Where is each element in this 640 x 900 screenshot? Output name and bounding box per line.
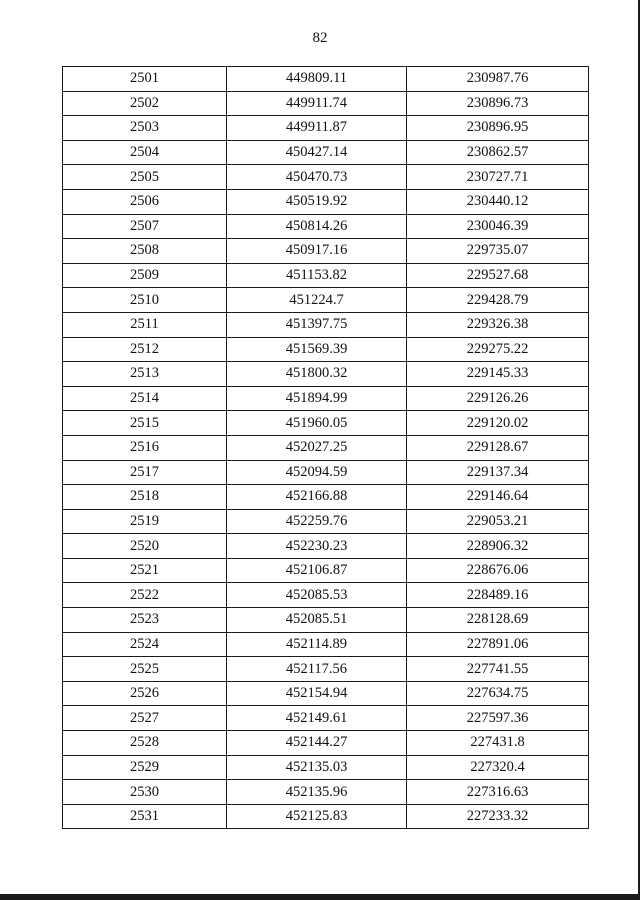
point-number-cell: 2511 [63,312,227,337]
x-coordinate-cell: 452085.51 [227,608,407,633]
table-row [63,804,589,829]
point-number-cell: 2505 [63,165,227,190]
point-number-cell: 2506 [63,189,227,214]
x-coordinate-cell: 451397.75 [227,312,407,337]
table-row [63,263,589,288]
y-coordinate-cell: 229120.02 [407,411,589,436]
table-row [63,608,589,633]
point-number-cell: 2528 [63,731,227,756]
x-coordinate-cell: 452154.94 [227,681,407,706]
y-coordinate-cell: 227597.36 [407,706,589,731]
y-coordinate-cell: 227741.55 [407,657,589,682]
y-coordinate-cell: 229053.21 [407,509,589,534]
y-coordinate-cell: 230896.95 [407,116,589,141]
point-number-cell: 2504 [63,140,227,165]
point-number-cell: 2522 [63,583,227,608]
point-number-cell: 2530 [63,780,227,805]
y-coordinate-cell: 228128.69 [407,608,589,633]
y-coordinate-cell: 229326.38 [407,312,589,337]
table-row [63,657,589,682]
x-coordinate-cell: 450519.92 [227,189,407,214]
table-row [63,558,589,583]
y-coordinate-cell: 230987.76 [407,67,589,92]
table-row [63,509,589,534]
x-coordinate-cell: 452230.23 [227,534,407,559]
x-coordinate-cell: 451153.82 [227,263,407,288]
x-coordinate-cell: 450917.16 [227,239,407,264]
point-number-cell: 2509 [63,263,227,288]
point-number-cell: 2510 [63,288,227,313]
table-row [63,337,589,362]
table-row [63,706,589,731]
point-number-cell: 2512 [63,337,227,362]
x-coordinate-cell: 450427.14 [227,140,407,165]
point-number-cell: 2520 [63,534,227,559]
point-number-cell: 2508 [63,239,227,264]
x-coordinate-cell: 451960.05 [227,411,407,436]
y-coordinate-cell: 228906.32 [407,534,589,559]
y-coordinate-cell: 230862.57 [407,140,589,165]
point-number-cell: 2531 [63,804,227,829]
point-number-cell: 2503 [63,116,227,141]
x-coordinate-cell: 451800.32 [227,362,407,387]
scan-bottom-edge [0,894,640,900]
table-row [63,312,589,337]
point-number-cell: 2516 [63,435,227,460]
x-coordinate-cell: 452027.25 [227,435,407,460]
y-coordinate-cell: 229137.34 [407,460,589,485]
x-coordinate-cell: 452114.89 [227,632,407,657]
x-coordinate-cell: 452135.96 [227,780,407,805]
y-coordinate-cell: 229275.22 [407,337,589,362]
x-coordinate-cell: 452106.87 [227,558,407,583]
y-coordinate-cell: 230440.12 [407,189,589,214]
table-row [63,632,589,657]
y-coordinate-cell: 227233.32 [407,804,589,829]
table-row [63,411,589,436]
x-coordinate-cell: 450814.26 [227,214,407,239]
table-row [63,288,589,313]
point-number-cell: 2502 [63,91,227,116]
x-coordinate-cell: 452117.56 [227,657,407,682]
point-number-cell: 2526 [63,681,227,706]
table-row [63,67,589,92]
y-coordinate-cell: 228676.06 [407,558,589,583]
table-row [63,780,589,805]
y-coordinate-cell: 229527.68 [407,263,589,288]
table-row [63,534,589,559]
x-coordinate-cell: 449911.87 [227,116,407,141]
y-coordinate-cell: 229126.26 [407,386,589,411]
point-number-cell: 2529 [63,755,227,780]
point-number-cell: 2501 [63,67,227,92]
x-coordinate-cell: 452144.27 [227,731,407,756]
x-coordinate-cell: 452094.59 [227,460,407,485]
table-row [63,116,589,141]
table-row [63,362,589,387]
table-row [63,239,589,264]
table-row [63,583,589,608]
point-number-cell: 2517 [63,460,227,485]
x-coordinate-cell: 452085.53 [227,583,407,608]
y-coordinate-cell: 229146.64 [407,485,589,510]
y-coordinate-cell: 227891.06 [407,632,589,657]
table-row [63,681,589,706]
y-coordinate-cell: 230896.73 [407,91,589,116]
page-number: 82 [312,30,328,46]
point-number-cell: 2507 [63,214,227,239]
point-number-cell: 2527 [63,706,227,731]
table-row [63,214,589,239]
x-coordinate-cell: 451894.99 [227,386,407,411]
y-coordinate-cell: 228489.16 [407,583,589,608]
y-coordinate-cell: 229145.33 [407,362,589,387]
table-row [63,485,589,510]
x-coordinate-cell: 450470.73 [227,165,407,190]
point-number-cell: 2524 [63,632,227,657]
y-coordinate-cell: 229735.07 [407,239,589,264]
table-row [63,165,589,190]
point-number-cell: 2515 [63,411,227,436]
point-number-cell: 2514 [63,386,227,411]
table-row [63,755,589,780]
table-row [63,460,589,485]
point-number-cell: 2521 [63,558,227,583]
y-coordinate-cell: 230727.71 [407,165,589,190]
x-coordinate-cell: 452135.03 [227,755,407,780]
table-row [63,91,589,116]
x-coordinate-cell: 451569.39 [227,337,407,362]
x-coordinate-cell: 449809.11 [227,67,407,92]
point-number-cell: 2525 [63,657,227,682]
y-coordinate-cell: 229428.79 [407,288,589,313]
table-row [63,189,589,214]
x-coordinate-cell: 452259.76 [227,509,407,534]
point-number-cell: 2513 [63,362,227,387]
y-coordinate-cell: 227431.8 [407,731,589,756]
table-row [63,731,589,756]
y-coordinate-cell: 230046.39 [407,214,589,239]
y-coordinate-cell: 227320.4 [407,755,589,780]
x-coordinate-cell: 451224.7 [227,288,407,313]
table-row [63,435,589,460]
x-coordinate-cell: 452166.88 [227,485,407,510]
x-coordinate-cell: 452149.61 [227,706,407,731]
table-row [63,140,589,165]
y-coordinate-cell: 229128.67 [407,435,589,460]
y-coordinate-cell: 227634.75 [407,681,589,706]
table-body [63,67,589,829]
x-coordinate-cell: 452125.83 [227,804,407,829]
point-number-cell: 2523 [63,608,227,633]
point-number-cell: 2518 [63,485,227,510]
x-coordinate-cell: 449911.74 [227,91,407,116]
coordinate-table [62,66,589,829]
table-row [63,386,589,411]
point-number-cell: 2519 [63,509,227,534]
y-coordinate-cell: 227316.63 [407,780,589,805]
